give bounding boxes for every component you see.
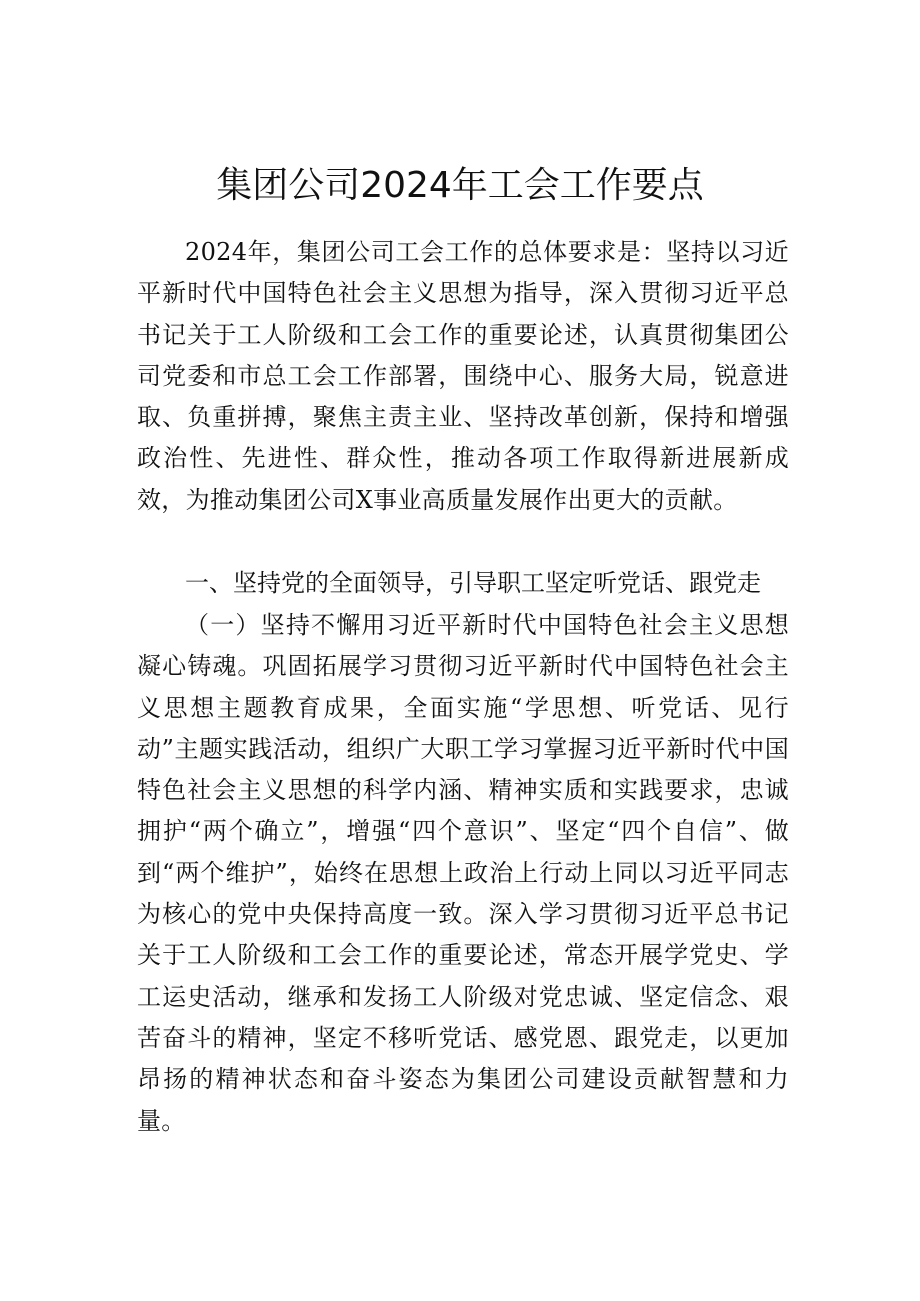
intro-paragraph: 2024年，集团公司工会工作的总体要求是：坚持以习近平新时代中国特色社会主义思想为指导，深入贯彻习近平总书记关于工人阶级和工会工作的重要论述，认真贯彻集团公司党委和市总工会工作部署，围绕中心、服务大局，锐意进取、负重拼搏，聚焦主责主业、坚持改革创新，保持和增强政治性、先进性、群众性，推动各项工作取得新进展新成效，为推动集团公司X事业高质量发展作出更大的贡献。 (137, 238, 789, 514)
document-title: 集团公司2024年工会工作要点 (216, 165, 704, 206)
section-paragraph: （一）坚持不懈用习近平新时代中国特色社会主义思想凝心铸魂。巩固拓展学习贯彻习近平新时代中国特色社会主义思想主题教育成果，全面实施“学思想、听党话、见行动”主题实践活动，组织广大职工学习掌握习近平新时代中国特色社会主义思想的科学内涵、精神实质和实践要求，忠诚拥护“两个确立”，增强“四个意识”、坚定“四个自信”、做到“两个维护”，始终在思想上政治上行动上同以习近平同志为核心的党中央保持高度一致。深入学习贯彻习近平总书记关于工人阶级和工会工作的重要论述，常态开展学党史、学工运史活动，继承和发扬工人阶级对党忠诚、坚定信念、艰苦奋斗的精神，坚定不移听党话、感党恩、跟党走，以更加昂扬的精神状态和奋斗姿态为集团公司建设贡献智慧和力量。 (137, 611, 789, 1135)
section-heading: 一、坚持党的全面领导，引导职工坚定听党话、跟党走 (185, 569, 761, 597)
